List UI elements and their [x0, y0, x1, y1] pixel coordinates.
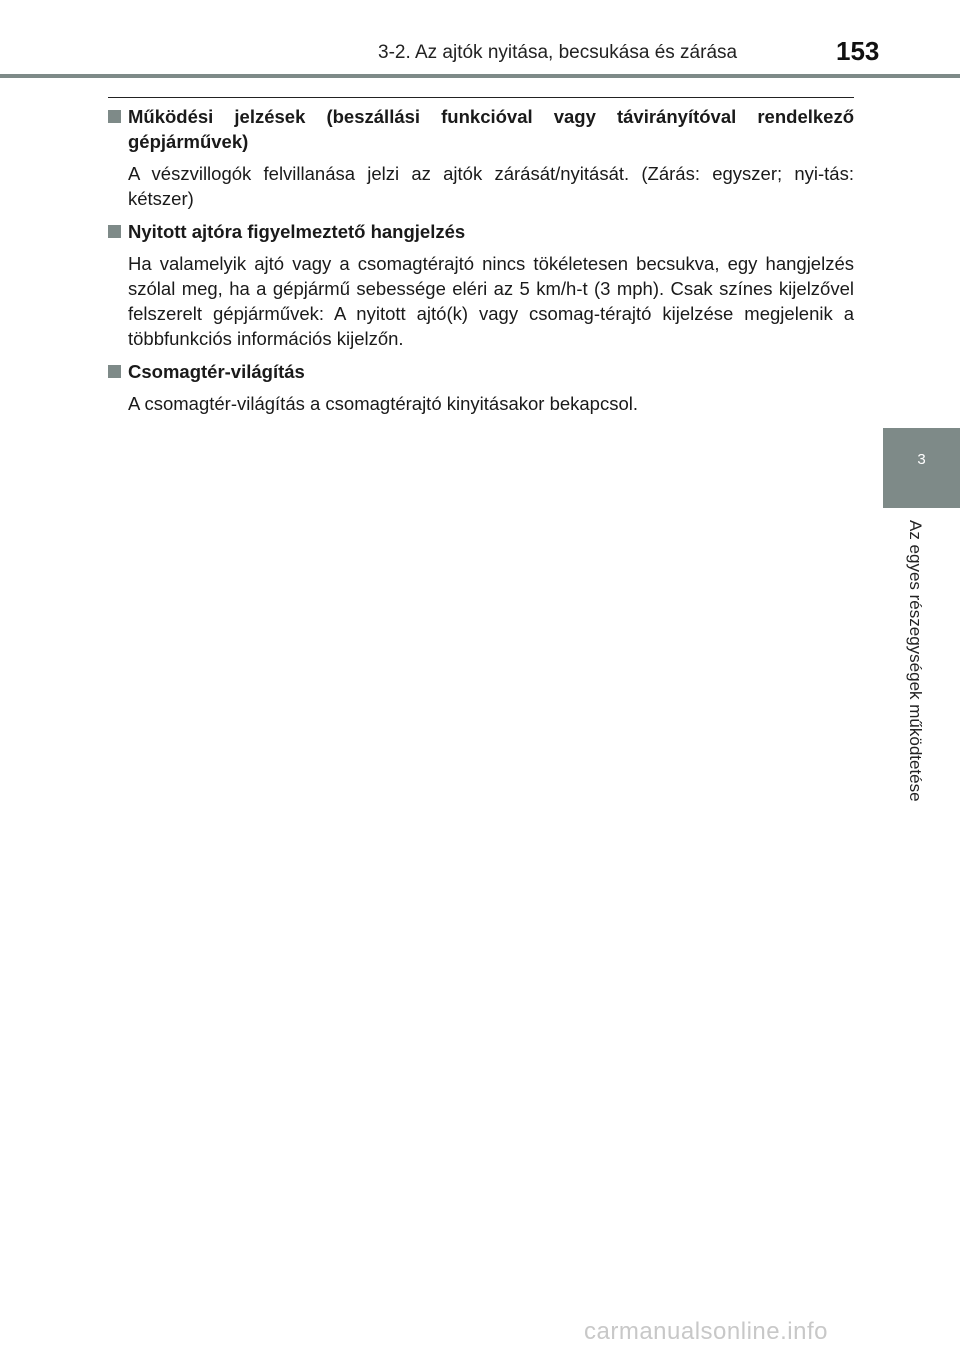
- section-body: A csomagtér-világítás a csomagtérajtó kinyitásakor bekapcsol.: [128, 393, 639, 414]
- section-body: A vészvillogók felvillanása jelzi az ajtók zárását/nyitását. (Zárás: egyszer; nyi-tás: kétszer): [128, 163, 854, 209]
- square-bullet-icon: [108, 110, 121, 123]
- watermark: carmanualsonline.info: [584, 1318, 828, 1345]
- section-item: [108, 359, 854, 416]
- chapter-tab-title: Az egyes részegységek működtetése: [906, 520, 925, 802]
- header-rule: [0, 74, 960, 78]
- section-item: [108, 104, 854, 211]
- page-number: 153: [836, 36, 880, 66]
- chapter-tab-number: 3: [917, 451, 926, 468]
- square-bullet-icon: [108, 365, 121, 378]
- content-top-rule: [108, 97, 854, 98]
- square-bullet-icon: [108, 225, 121, 238]
- section-heading-text: Működési jelzések (beszállási funkcióval vagy távirányítóval rendelkező gépjárművek): [128, 106, 854, 152]
- section-item: [108, 219, 854, 351]
- section-heading: [108, 219, 854, 244]
- running-header-section: 3-2. Az ajtók nyitása, becsukása és zárása: [378, 42, 738, 63]
- chapter-tab: [883, 428, 960, 508]
- section-heading: [108, 104, 854, 154]
- section-heading-text: Nyitott ajtóra figyelmeztető hangjelzés: [128, 221, 466, 242]
- section-heading: [108, 359, 854, 384]
- content-area: [108, 104, 854, 424]
- section-heading-text: Csomagtér-világítás: [128, 361, 305, 382]
- section-body: Ha valamelyik ajtó vagy a csomagtérajtó nincs tökéletesen becsukva, egy hangjelzés szólal meg, ha a gépjármű sebessége eléri az 5 km/h-t (3 mph). Csak színes kijelzővel felszerelt gépjárművek: A nyitott ajtó(k) vagy csomag-térajtó kijelzése megjelenik a többfunkciós információs kijelzőn.: [128, 253, 854, 349]
